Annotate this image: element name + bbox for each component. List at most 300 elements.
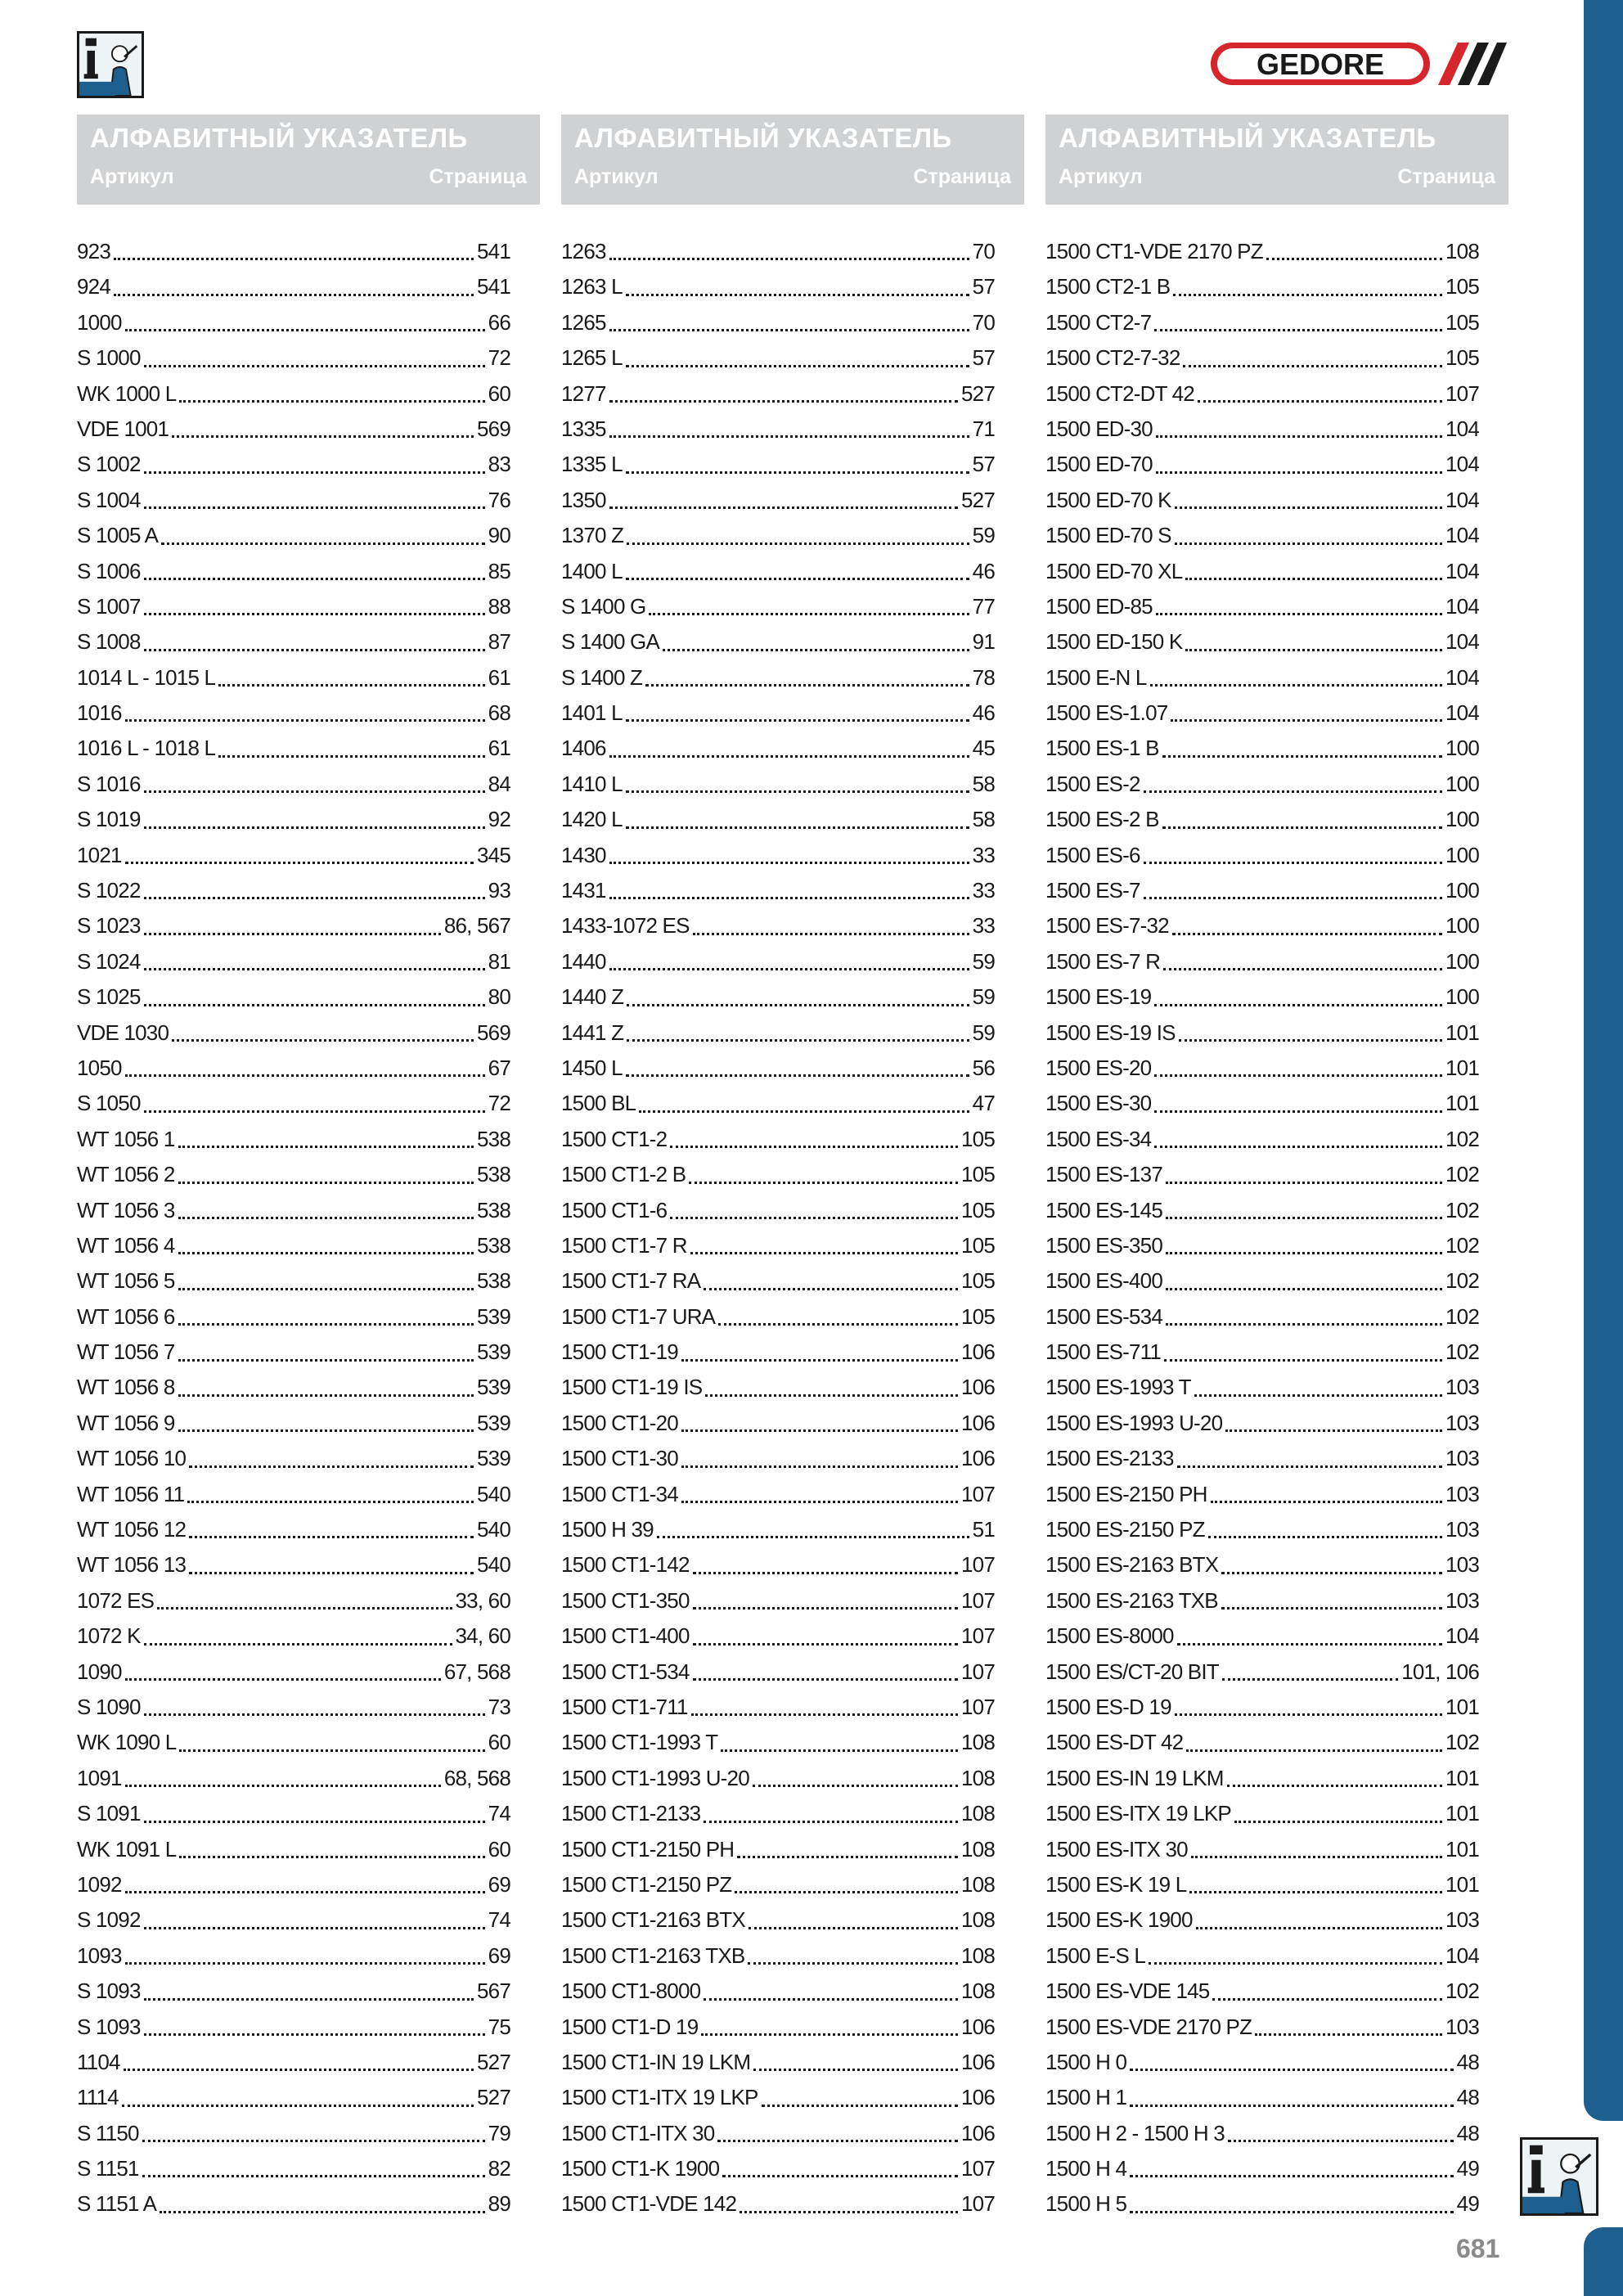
article-number: 1500 ES-7-32 [1045, 913, 1169, 939]
article-number: 1500 ES-IN 19 LKM [1045, 1765, 1224, 1790]
article-number: S 1022 [77, 878, 141, 903]
page-reference: 101 [1445, 1836, 1479, 1862]
index-entry [77, 944, 510, 979]
article-number: WT 1056 13 [77, 1552, 187, 1578]
article-number: S 1007 [77, 593, 141, 619]
index-entry [77, 1832, 510, 1867]
dot-leader [178, 1252, 474, 1254]
dot-leader [1144, 790, 1442, 793]
index-entry [561, 2045, 995, 2080]
index-entry [1045, 2116, 1479, 2151]
index-entry [77, 1371, 510, 1406]
dot-leader [609, 329, 969, 331]
index-entry [77, 2045, 510, 2080]
article-number: 1500 CT1-2150 PH [561, 1836, 735, 1862]
index-entry [561, 1086, 995, 1121]
article-number: WT 1056 2 [77, 1162, 175, 1187]
page-reference: 59 [972, 1020, 995, 1045]
page-reference: 105 [961, 1126, 995, 1151]
dot-leader [1149, 1962, 1442, 1965]
dot-leader [144, 1998, 474, 2001]
page-reference: 86, 567 [443, 913, 510, 939]
article-number: 1500 CT1-34 [561, 1481, 678, 1506]
page-reference: 82 [488, 2156, 510, 2181]
article-number: 1500 ES/CT-20 BIT [1045, 1659, 1219, 1684]
article-number: 1500 ES-ITX 30 [1045, 1836, 1188, 1862]
page-reference: 67, 568 [443, 1659, 510, 1684]
page-reference: 108 [961, 1907, 995, 1933]
dot-leader [1130, 2105, 1454, 2107]
index-entry [77, 1015, 510, 1051]
article-number: 1016 L - 1018 L [77, 736, 216, 761]
page-reference: 100 [1445, 771, 1479, 796]
dot-leader [144, 1643, 452, 1645]
page-reference: 58 [972, 807, 995, 832]
dot-leader [144, 1110, 485, 1113]
dot-leader [1156, 435, 1442, 438]
article-number: 1500 CT1-30 [561, 1446, 678, 1471]
page-reference: 107 [961, 1587, 995, 1613]
page-reference: 541 [477, 238, 510, 263]
index-entry [1045, 2080, 1479, 2115]
page-reference: 77 [972, 593, 995, 619]
index-column-1 [77, 234, 510, 2222]
dot-leader [1196, 1927, 1442, 1929]
page-reference: 60 [488, 1836, 510, 1862]
dot-leader [753, 1785, 958, 1787]
dot-leader [722, 2175, 958, 2177]
info-mechanic-icon [77, 31, 144, 98]
article-number: 1500 CT1-7 RA [561, 1268, 701, 1294]
index-entry [1045, 1051, 1479, 1086]
page-reference: 92 [488, 807, 510, 832]
article-number: 1500 CT1-ITX 30 [561, 2120, 715, 2145]
page-reference: 107 [961, 1659, 995, 1684]
dot-leader [1234, 1821, 1442, 1823]
page-reference: 106 [961, 1446, 995, 1471]
article-number: S 1025 [77, 984, 141, 1010]
dot-leader [178, 1359, 474, 1362]
article-number: 1350 [561, 487, 606, 512]
index-entry [1045, 234, 1479, 269]
article-number: 1265 [561, 309, 606, 335]
page-reference: 101 [1445, 1695, 1479, 1719]
page-reference: 59 [972, 984, 995, 1010]
dot-leader [1154, 1146, 1442, 1148]
page-reference: 107 [961, 1695, 995, 1719]
index-entry [1045, 1796, 1479, 1831]
index-entry [561, 2186, 995, 2222]
dot-leader [1212, 1998, 1442, 2001]
dot-leader [144, 649, 485, 651]
dot-leader [1156, 613, 1442, 615]
page-reference: 103 [1445, 1587, 1479, 1613]
index-entry [561, 696, 995, 731]
index-entry [1045, 1832, 1479, 1867]
article-number: 1500 CT1-400 [561, 1623, 690, 1649]
dot-leader [1175, 1713, 1442, 1716]
dot-leader [693, 1643, 958, 1645]
article-number: 1500 ES-7 [1045, 878, 1140, 903]
article-number: WK 1091 L [77, 1836, 177, 1862]
article-number: 1500 CT1-VDE 142 [561, 2191, 737, 2217]
dot-leader [125, 1785, 441, 1787]
dot-leader [693, 1572, 958, 1574]
page-reference: 105 [961, 1197, 995, 1222]
article-number: S 1151 A [77, 2191, 157, 2217]
page-reference: 104 [1445, 487, 1479, 512]
article-number: S 1400 GA [561, 629, 659, 655]
article-number: 1500 ED-70 S [1045, 523, 1171, 548]
article-number: 1500 CT1-1993 T [561, 1730, 718, 1755]
article-number: 1500 ES-19 [1045, 984, 1152, 1010]
article-number: 1014 L - 1015 L [77, 664, 216, 690]
article-number: S 1024 [77, 948, 141, 974]
dot-leader [179, 1749, 484, 1752]
dot-leader [626, 365, 969, 367]
index-entry [77, 412, 510, 447]
index-entry [77, 1583, 510, 1618]
page-reference: 527 [961, 380, 995, 406]
dot-leader [627, 1004, 969, 1006]
dot-leader [705, 1394, 958, 1397]
page-reference: 108 [961, 1836, 995, 1862]
article-number: WT 1056 8 [77, 1375, 175, 1400]
article-number: 1500 CT1-711 [561, 1695, 688, 1719]
dot-leader [189, 1536, 474, 1538]
index-entry [561, 1477, 995, 1512]
page-label: Страница [913, 165, 1011, 188]
index-entry [1045, 340, 1479, 376]
page-reference: 33 [972, 913, 995, 939]
article-number: S 1002 [77, 452, 141, 477]
page-reference: 85 [488, 558, 510, 583]
dot-leader [1166, 1182, 1442, 1184]
page-reference: 71 [972, 416, 995, 441]
article-number: WK 1090 L [77, 1730, 177, 1755]
dot-leader [1227, 1785, 1442, 1787]
page-reference: 101 [1445, 1871, 1479, 1897]
index-entry [1045, 1902, 1479, 1938]
index-entry [77, 2186, 510, 2222]
page-reference: 88 [488, 593, 510, 619]
page-reference: 102 [1445, 1303, 1479, 1329]
page-label: Страница [429, 165, 527, 188]
dot-leader [1183, 365, 1442, 367]
dot-leader [178, 1288, 474, 1290]
dot-leader [609, 862, 969, 864]
dot-leader [1191, 1856, 1442, 1858]
index-entry [1045, 1406, 1479, 1441]
page-reference: 108 [961, 1765, 995, 1790]
article-number: 1420 L [561, 807, 623, 832]
index-entry [561, 554, 995, 589]
article-number: S 1005 A [77, 523, 159, 548]
page-reference: 107 [1445, 380, 1479, 406]
dot-leader [1144, 897, 1442, 899]
dot-leader [1163, 968, 1442, 970]
article-number: 1500 CT1-350 [561, 1587, 690, 1613]
article-number: 1500 CT1-IN 19 LKM [561, 2049, 751, 2074]
dot-leader [681, 1501, 958, 1503]
dot-leader [609, 400, 958, 403]
article-number: 1000 [77, 309, 122, 335]
index-entry [1045, 1122, 1479, 1157]
index-entry [77, 908, 510, 943]
page-reference: 106 [961, 2049, 995, 2074]
index-entry [561, 412, 995, 447]
index-entry [1045, 1371, 1479, 1406]
index-entry [77, 483, 510, 518]
dot-leader [663, 649, 969, 651]
page-reference: 48 [1456, 2049, 1479, 2074]
page-reference: 48 [1456, 2085, 1479, 2110]
page-reference: 49 [1456, 2156, 1479, 2181]
dot-leader [693, 1678, 958, 1681]
article-number: 1500 CT1-ITX 19 LKP [561, 2085, 758, 2110]
page-reference: 60 [488, 380, 510, 406]
dot-leader [626, 1074, 969, 1077]
article-number: 1500 CT1-2 B [561, 1162, 686, 1187]
article-number: 1500 ES-VDE 2170 PZ [1045, 2014, 1252, 2039]
page-reference: 61 [488, 664, 510, 690]
index-entry [77, 767, 510, 802]
column-header-1 [77, 115, 540, 205]
dot-leader [144, 578, 485, 580]
dot-leader [178, 1217, 474, 1219]
article-number: WT 1056 5 [77, 1268, 175, 1294]
article-number: WT 1056 7 [77, 1339, 175, 1365]
article-number: 1430 [561, 842, 606, 867]
dot-leader [125, 1074, 485, 1077]
page-reference: 103 [1445, 1375, 1479, 1400]
article-number: 1500 CT2-7-32 [1045, 345, 1180, 371]
page-reference: 106 [961, 2120, 995, 2145]
page-reference: 100 [1445, 736, 1479, 761]
page-reference: 527 [477, 2085, 510, 2110]
page-reference: 103 [1445, 1446, 1479, 1471]
article-number: 1500 CT1-8000 [561, 1979, 701, 2004]
article-number: WT 1056 12 [77, 1517, 187, 1542]
dot-leader [178, 1394, 474, 1397]
page-reference: 47 [972, 1091, 995, 1116]
article-label: Артикул [574, 165, 659, 188]
page-reference: 102 [1445, 1197, 1479, 1222]
dot-leader [125, 862, 474, 864]
dot-leader [178, 1182, 474, 1184]
article-number: 1114 [77, 2085, 119, 2110]
article-number: S 1006 [77, 558, 141, 583]
dot-leader [1130, 2069, 1454, 2071]
dot-leader [645, 684, 969, 687]
page-reference: 539 [477, 1410, 510, 1435]
index-entry [77, 340, 510, 376]
index-entry [77, 589, 510, 624]
article-number: 1500 ES-19 IS [1045, 1020, 1176, 1045]
page-reference: 104 [1445, 700, 1479, 726]
page-reference: 104 [1445, 629, 1479, 655]
article-number: S 1151 [77, 2156, 139, 2181]
dot-leader [122, 2105, 474, 2107]
index-entry [561, 1974, 995, 2009]
page-reference: 105 [961, 1162, 995, 1187]
dot-leader [179, 1856, 484, 1858]
index-entry [561, 483, 995, 518]
column-header-2 [561, 115, 1024, 205]
section-side-tab-bottom [1584, 2227, 1623, 2296]
index-entry [1045, 624, 1479, 660]
index-entry [1045, 1761, 1479, 1796]
article-number: 1277 [561, 380, 606, 406]
page-reference: 81 [488, 948, 510, 974]
dot-leader [748, 1962, 958, 1965]
article-number: 1265 L [561, 345, 623, 371]
index-entry [561, 1902, 995, 1938]
dot-leader [144, 365, 485, 367]
page-reference: 107 [961, 1481, 995, 1506]
page-reference: 33, 60 [455, 1587, 510, 1613]
dot-leader [609, 755, 969, 758]
article-number: 1335 L [561, 452, 623, 477]
page-reference: 108 [961, 1871, 995, 1897]
dot-leader [1221, 1607, 1442, 1609]
index-entry [561, 340, 995, 376]
dot-leader [1154, 1004, 1442, 1006]
dot-leader [1166, 1217, 1442, 1219]
index-entry [77, 873, 510, 908]
index-entry [561, 1725, 995, 1760]
index-entry [561, 305, 995, 340]
article-number: 1500 ES-1993 U-20 [1045, 1410, 1223, 1435]
index-entry [561, 1832, 995, 1867]
dot-leader [681, 1465, 958, 1468]
article-number: 923 [77, 238, 110, 263]
index-entry [561, 1015, 995, 1051]
index-entry [77, 1441, 510, 1476]
article-number: 1500 ED-150 K [1045, 629, 1183, 655]
dot-leader [172, 1039, 474, 1042]
index-entry [561, 1867, 995, 1902]
index-entry [1045, 767, 1479, 802]
dot-leader [701, 2033, 958, 2036]
page-reference: 101 [1445, 1801, 1479, 1826]
dot-leader [144, 1713, 485, 1716]
index-entry [561, 518, 995, 553]
dot-leader [704, 1998, 958, 2001]
index-entry [1045, 376, 1479, 412]
dot-leader [1154, 329, 1442, 331]
article-number: 1433-1072 ES [561, 913, 690, 939]
index-entry [77, 696, 510, 731]
article-number: WT 1056 9 [77, 1410, 175, 1435]
index-entry [77, 660, 510, 696]
index-entry [77, 1263, 510, 1299]
article-number: 1500 ES-2163 TXB [1045, 1587, 1218, 1613]
page-reference: 66 [488, 309, 510, 335]
article-number: S 1091 [77, 1801, 141, 1826]
dot-leader [144, 968, 485, 970]
info-mechanic-icon [1520, 2137, 1598, 2216]
page-reference: 103 [1445, 1517, 1479, 1542]
page-reference: 538 [477, 1268, 510, 1294]
index-entry [77, 1796, 510, 1831]
dot-leader [144, 1821, 485, 1823]
dot-leader [1208, 1536, 1442, 1538]
index-entry [561, 1228, 995, 1263]
index-entry [77, 1051, 510, 1086]
article-number: 1500 ES-2163 BTX [1045, 1552, 1219, 1578]
index-entry [561, 1193, 995, 1228]
article-number: S 1093 [77, 2014, 141, 2039]
page-reference: 108 [961, 1943, 995, 1968]
index-entry [561, 979, 995, 1015]
index-entry [1045, 2010, 1479, 2045]
page-reference: 61 [488, 736, 510, 761]
article-number: 1500 ES-30 [1045, 1091, 1152, 1116]
page-reference: 68 [488, 700, 510, 726]
article-number: 1263 L [561, 274, 623, 299]
index-entry [1045, 2151, 1479, 2186]
index-entry [77, 731, 510, 766]
dot-leader [737, 1856, 958, 1858]
page-reference: 108 [961, 1730, 995, 1755]
dot-leader [1177, 1465, 1442, 1468]
page-reference: 104 [1445, 664, 1479, 690]
page-reference: 102 [1445, 1979, 1479, 2004]
index-entry [1045, 1228, 1479, 1263]
dot-leader [1266, 258, 1442, 260]
dot-leader [187, 1501, 474, 1503]
index-entry [1045, 908, 1479, 943]
article-number: 1500 CT2-1 B [1045, 274, 1171, 299]
index-entry [561, 1371, 995, 1406]
page-reference: 102 [1445, 1339, 1479, 1365]
page-label: Страница [1397, 165, 1495, 188]
page-reference: 100 [1445, 913, 1479, 939]
dot-leader [670, 1146, 958, 1148]
index-entry [1045, 1512, 1479, 1547]
page-reference: 103 [1445, 1410, 1479, 1435]
index-entry [77, 518, 510, 553]
index-entry [1045, 1299, 1479, 1335]
page-reference: 345 [477, 842, 510, 867]
dot-leader [144, 897, 485, 899]
page-reference: 105 [1445, 309, 1479, 335]
article-number: 1450 L [561, 1055, 623, 1080]
page-reference: 106 [961, 1410, 995, 1435]
dot-leader [626, 471, 969, 474]
gedore-logo [1207, 38, 1507, 90]
page-reference: 57 [972, 452, 995, 477]
article-number: 1500 ES-20 [1045, 1055, 1152, 1080]
page-reference: 101 [1445, 1091, 1479, 1116]
index-entry [77, 1477, 510, 1512]
dot-leader [1222, 1678, 1398, 1681]
page-reference: 34, 60 [455, 1623, 510, 1649]
article-number: 1500 ES-1 B [1045, 736, 1159, 761]
dot-leader [639, 1110, 969, 1113]
dot-leader [218, 755, 484, 758]
index-entry [561, 1406, 995, 1441]
page-reference: 104 [1445, 1623, 1479, 1649]
index-entry [561, 1299, 995, 1335]
article-number: 1072 K [77, 1623, 141, 1649]
dot-leader [144, 471, 485, 474]
page-reference: 76 [488, 487, 510, 512]
article-number: 1335 [561, 416, 606, 441]
article-number: 1500 ES-2 [1045, 771, 1140, 796]
article-number: WT 1056 4 [77, 1232, 175, 1258]
